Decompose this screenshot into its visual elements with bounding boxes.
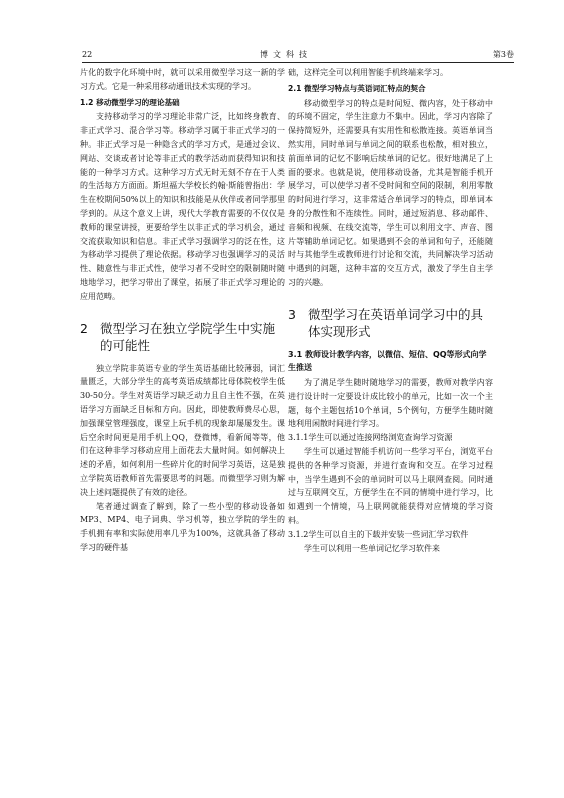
section-title: 微型学习在英语单词学习中的具体实现形式 xyxy=(308,306,484,339)
journal-name: 博文科技 xyxy=(260,50,312,59)
paragraph: 片化的数字化环境中时，就可以采用微型学习这一新的学习方式。它是一种采用移动通讯技术实现的学习。 xyxy=(80,68,285,91)
section-number: 3 xyxy=(288,306,296,322)
paragraph: 独立学院非英语专业的学生英语基础比较薄弱，词汇量匮乏，大部分学生的高考英语成绩都比母体院校学生低30-50分。学生对英语学习缺乏动力且自主性不强，在英语学习方面缺乏目标和方向。因此，即使教师费尽心思，加强课堂管理强度，课堂上玩手机的现象却屡屡发生。课后空余时间更是用手机上QQ，登微博，看新闻等等，他们在这种非学习移动应用上面花去大量时间。如何解决上述的矛盾，如何利用一些碎片化的时间学习英语，这是独立学院英语教师首先需要思考的问题。而微型学习则为解决上述问题提供了有效的途径。 xyxy=(80,363,285,497)
section-heading-2 xyxy=(80,320,285,354)
paragraph: 础，这样完全可以利用智能手机终端来学习。 xyxy=(288,68,448,77)
section-title: 微型学习在独立学院学生中实施的可能性 xyxy=(100,320,276,353)
section-number: 2 xyxy=(80,320,88,336)
subsubsection-heading-3-1-1: 3.1.1学生可以通过连接网络浏览查询学习资源 xyxy=(288,433,453,443)
paragraph: 支持移动学习的学习理论非常广泛，比如终身教育、非正式学习、混合学习等。移动学习属于非正式学习的一种。非正式学习是一种隐含式的学习方式，是通过会议、网站、交谈或者讨论等非正式的教学活动而获得知识和技能的一种学习方式。这种学习方式无时无刻不存在于人类的生活每方方面面。斯坦福大学校长约翰·斯能曾指出：学生在校期间50%以上的知识和技能是从伙伴或者同学那里学到的。从这个意义上讲，现代大学教育需要的不仅仅是教师的课堂讲授，更要给学生以非正式的学习机会，通过交流获取知识和信息。非正式学习强调学习的泛在性，这为移动学习提供了理论依据。移动学习也强调学习的灵活性、随意性与非正式性，使学习者不受时空的限制随时随地地学习，把学习带出了课堂，拓展了非正式学习理论的应用范畴。 xyxy=(80,112,285,301)
subsection-heading-3-1: 3.1 教师设计教学内容，以微信、短信、QQ等形式向学生推送 xyxy=(288,349,487,373)
paragraph: 学生可以利用一些单词记忆学习软件来 xyxy=(304,543,440,553)
running-header xyxy=(82,48,514,63)
section-heading-3 xyxy=(288,306,493,340)
subsection-heading-2-1: 2.1 微型学习特点与英语词汇特点的契合 xyxy=(288,83,426,93)
subsubsection-heading-3-1-2: 3.1.2学生可以自主的下载并安装一些词汇学习软件 xyxy=(288,529,469,539)
paragraph: 移动微型学习的特点是时间短、微内容，处于移动中的环境不固定，学生注意力不集中。因此，学习内容除了保持简短外，还需要具有实用性和松散连接。英语单词当然实用，同时单词与单词之间的联系也松散，相对独立，前面单词的记忆不影响后续单词的记忆。很好地满足了上面的要求。也就是说，使用移动设备，尤其是智能手机开展学习，可以使学习者不受时间和空间的限制，利用零散的时间进行学习，这非常适合单词学习的特点，即单词本身的分散性和不连续性。同时，通过短消息、移动邮件、音频和视频、在线交流等，学生可以利用文字、声音、图片等辅助单词记忆。如果遇到不会的单词和句子，还能随时与其他学生或教师进行讨论和交流，共同解决学习活动中遇到的问题，这种丰富的交互方式，激发了学生自主学习的兴趣。 xyxy=(288,98,493,287)
page-number: 22 xyxy=(82,50,93,59)
subsection-heading-1-2: 1.2 移动微型学习的理论基础 xyxy=(80,97,180,107)
paragraph: 笔者通过调查了解到，除了一些小型的移动设备如MP3、MP4、电子词典、学习机等，独立学院的学生的手机拥有率和实际使用率几乎为100%，这就具备了移动学习的硬件基 xyxy=(80,501,285,552)
paragraph: 为了满足学生随时随地学习的需要，教师对教学内容进行设计时一定要设计成比较小的单元，比如一次一个主题，每个主题包括10个单词，5个例句，方便学生随时随地利用闲散时间进行学习。 xyxy=(288,377,493,429)
right-column xyxy=(288,66,493,555)
volume-label: 第3卷 xyxy=(492,50,514,59)
paragraph: 学生可以通过智能手机访问一些学习平台，浏览平台提供的各种学习资源，并进行查询和交互。在学习过程中，当学生遇到不会的单词时可以马上联网查阅。同时通过与互联网交互，方便学生在不同的情境中进行学习，比如遇到一个情境，马上联网就能获得对应情境的学习资料。 xyxy=(288,446,493,525)
left-column xyxy=(80,66,285,555)
